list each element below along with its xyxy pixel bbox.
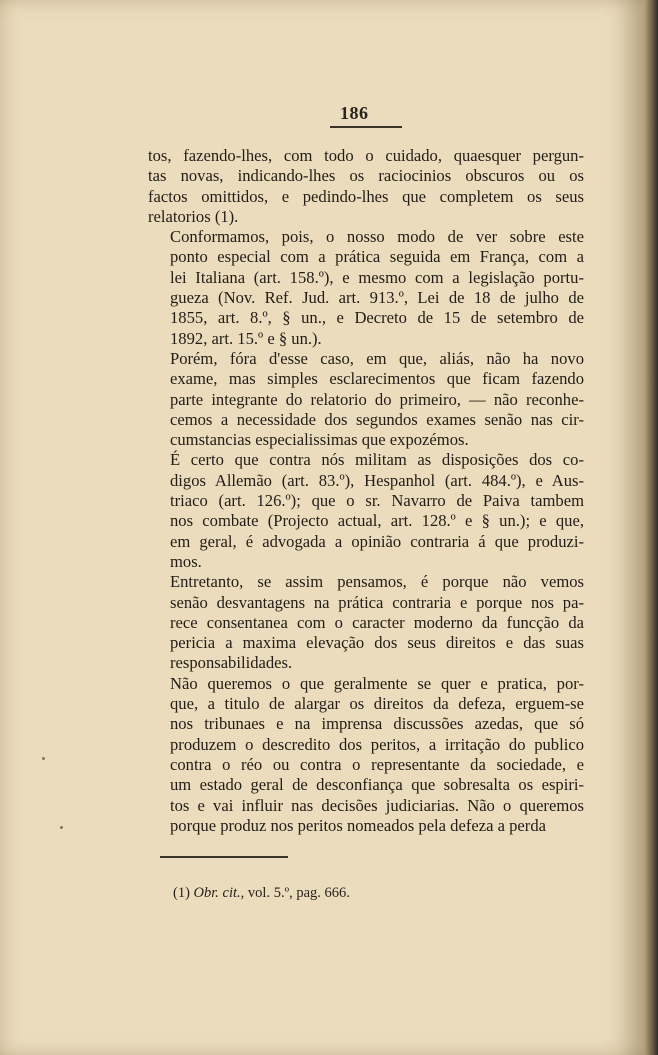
text-line: que, a titulo de alargar os direitos da defeza, erguem-se [170,694,584,714]
text-line: 1892, art. 15.º e § un.). [170,328,322,348]
text-line: Entretanto, se assim pensamos, é porque não vemos [170,572,584,592]
text-line: tos e vai influir nas decisões judiciarias. Não o queremos [170,795,584,815]
text-line: gueza (Nov. Ref. Jud. art. 913.º, Lei de 18 de julho de [170,288,584,308]
text-line: Porém, fóra d'esse caso, em que, aliás, não ha novo [170,348,584,368]
text-line: nos combate (Projecto actual, art. 128.º e § un.); e que, [170,511,584,531]
text-line: 1855, art. 8.º, § un., e Decreto de 15 de setembro de [170,308,584,328]
text-line: em geral, é advogada a opinião contraria á que produzi- [170,531,584,551]
book-spine [644,0,658,1055]
text-line: lei Italiana (art. 158.º), e mesmo com a legislação portu- [170,267,584,287]
body-text [148,146,584,836]
footnote-marker: (1) [173,885,190,901]
text-line: produzem o descredito dos peritos, a irritação do publico [170,734,584,754]
text-line: digos Allemão (art. 83.º), Hespanhol (art. 484.º), e Aus- [170,470,584,490]
text-line: cumstancias especialissimas que expozémos. [170,430,469,450]
text-line: Não queremos o que geralmente se quer e pratica, por- [170,673,584,693]
text-line: mos. [170,551,202,571]
paper-speck [60,826,63,829]
text-line: porque produz nos peritos nomeados pela defeza a perda [170,815,546,835]
paragraph [148,227,584,349]
text-line: nos tribunaes e na imprensa discussões azedas, que só [170,714,584,734]
text-line: parte integrante do relatorio do primeiro, — não reconhe- [170,389,584,409]
paragraph [148,146,584,227]
text-line: senão desvantagens na prática contraria e porque nos pa- [170,592,584,612]
text-line: responsabilidades. [170,653,293,673]
text-line: É certo que contra nós militam as disposições dos co- [170,450,584,470]
text-line: cemos a necessidade dos segundos exames senão nas cir- [170,409,584,429]
header-rule [330,126,402,128]
footnote [173,885,350,902]
text-line: rece consentanea com o caracter moderno da funcção da [170,612,584,632]
text-line: factos omittidos, e pedindo-lhes que completem os seus [148,186,584,206]
text-line: tas novas, indicando-lhes os raciocinios obscuros ou os [148,166,584,186]
text-line: contra o réo ou contra o representante da sociedade, e [170,754,584,774]
page-number: 186 [340,103,369,123]
footnote-rule [160,856,288,858]
footnote-rest: vol. 5.º, pag. 666. [247,885,350,901]
text-line: Conformamos, pois, o nosso modo de ver sobre este [170,227,584,247]
text-line: pericia a maxima elevação dos seus direitos e das suas [170,633,584,653]
paper-speck [42,757,45,760]
footnote-source: Obr. cit., [193,885,245,901]
paragraph [148,674,584,836]
text-line: exame, mas simples esclarecimentos que ficam fazendo [170,369,584,389]
text-line: ponto especial com a prática seguida em França, com a [170,247,584,267]
text-line: um estado geral de desconfiança que sobresalta os espiri- [170,775,584,795]
text-line: triaco (art. 126.º); que o sr. Navarro de Paiva tambem [170,491,584,511]
text-line: relatorios (1). [148,206,239,226]
paragraph [148,572,584,673]
paragraph [148,349,584,450]
text-line: tos, fazendo-lhes, com todo o cuidado, quaesquer pergun- [148,146,584,165]
paragraph [148,450,584,572]
